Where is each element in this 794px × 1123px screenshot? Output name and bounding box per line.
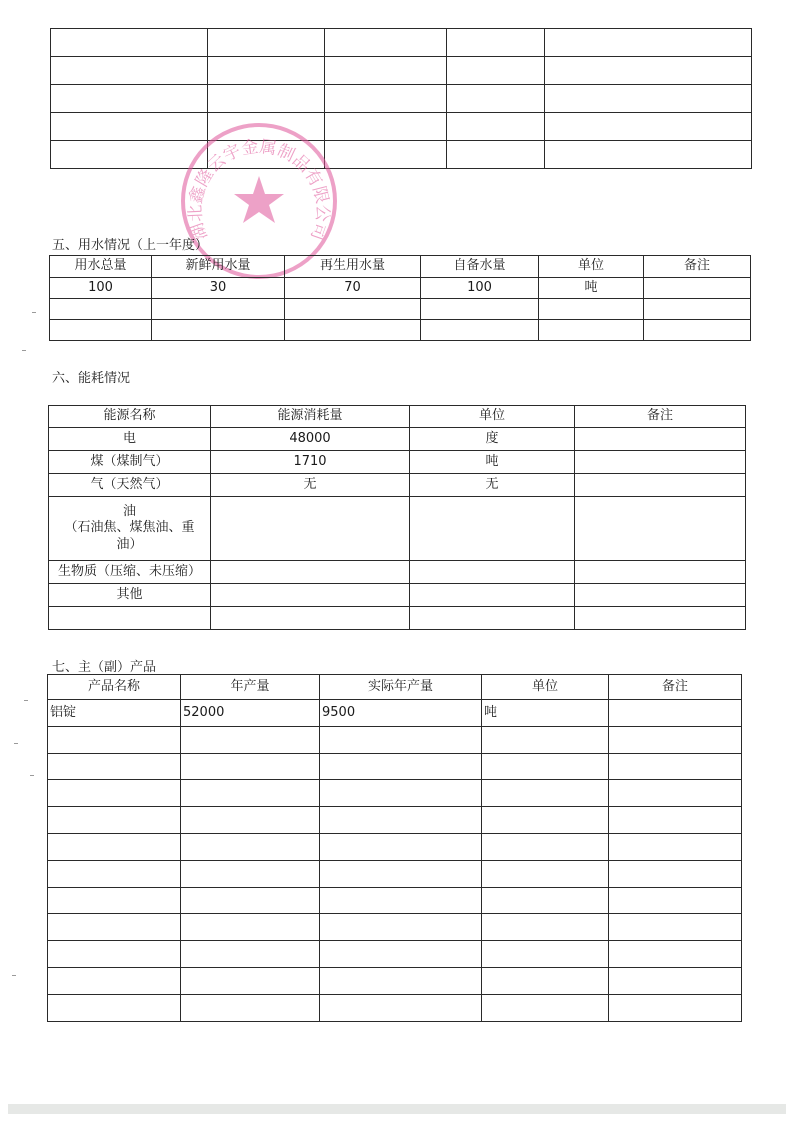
water-cell: 100 xyxy=(50,278,152,299)
energy-row xyxy=(49,428,746,451)
energy-cell xyxy=(410,584,575,607)
energy-header-cell: 单位 xyxy=(410,406,575,428)
products-cell xyxy=(320,726,482,753)
products-cell xyxy=(48,753,181,780)
top-table-cell xyxy=(325,57,447,85)
scan-speck xyxy=(12,975,16,976)
top-table-cell xyxy=(447,141,545,169)
top-table-cell xyxy=(208,57,325,85)
products-section-heading: 七、主（副）产品 xyxy=(52,660,157,675)
top-table-cell xyxy=(325,113,447,141)
products-cell xyxy=(482,726,609,753)
products-cell xyxy=(609,887,742,914)
products-cell xyxy=(181,753,320,780)
top-table-cell xyxy=(51,141,208,169)
products-cell xyxy=(181,967,320,994)
scan-speck xyxy=(14,743,18,744)
products-row xyxy=(48,726,742,753)
products-cell xyxy=(482,887,609,914)
products-cell xyxy=(181,807,320,834)
products-cell xyxy=(48,941,181,968)
top-table-cell xyxy=(447,85,545,113)
products-header-cell: 备注 xyxy=(609,675,742,700)
products-cell xyxy=(181,860,320,887)
top-table-cell xyxy=(325,85,447,113)
products-header-cell: 实际年产量 xyxy=(320,675,482,700)
energy-row xyxy=(49,451,746,474)
water-cell xyxy=(50,320,152,341)
water-cell xyxy=(644,320,751,341)
products-cell xyxy=(181,726,320,753)
energy-row xyxy=(49,607,746,630)
products-cell xyxy=(48,807,181,834)
top-table-cell xyxy=(447,57,545,85)
top-table-cell xyxy=(545,141,752,169)
water-header-cell: 用水总量 xyxy=(50,256,152,278)
energy-cell xyxy=(575,428,746,451)
products-cell xyxy=(320,833,482,860)
energy-cell xyxy=(575,497,746,561)
products-cell xyxy=(609,833,742,860)
energy-cell xyxy=(211,561,410,584)
water-row xyxy=(50,278,751,299)
products-cell xyxy=(48,887,181,914)
products-cell xyxy=(320,941,482,968)
products-cell xyxy=(609,994,742,1021)
energy-cell: 无 xyxy=(410,474,575,497)
top-table-cell xyxy=(208,29,325,57)
top-table-cell xyxy=(51,113,208,141)
energy-row xyxy=(49,561,746,584)
energy-cell xyxy=(575,584,746,607)
products-row xyxy=(48,780,742,807)
seal-star xyxy=(234,176,284,223)
energy-cell xyxy=(211,607,410,630)
products-cell xyxy=(609,860,742,887)
products-cell xyxy=(181,833,320,860)
products-cell: 9500 xyxy=(320,700,482,727)
water-cell xyxy=(539,299,644,320)
products-cell xyxy=(48,726,181,753)
energy-cell: 生物质（压缩、未压缩） xyxy=(49,561,211,584)
water-cell xyxy=(285,320,421,341)
products-cell xyxy=(609,941,742,968)
top-table-cell xyxy=(545,29,752,57)
energy-cell: 电 xyxy=(49,428,211,451)
products-header-cell: 年产量 xyxy=(181,675,320,700)
products-header-cell: 单位 xyxy=(482,675,609,700)
products-cell xyxy=(482,807,609,834)
water-cell: 70 xyxy=(285,278,421,299)
water-header-cell: 再生用水量 xyxy=(285,256,421,278)
products-row xyxy=(48,753,742,780)
energy-cell xyxy=(211,497,410,561)
energy-cell xyxy=(575,474,746,497)
water-cell: 吨 xyxy=(539,278,644,299)
top-table-cell xyxy=(208,141,325,169)
water-header-row xyxy=(50,256,751,278)
energy-cell: 无 xyxy=(211,474,410,497)
energy-cell: 其他 xyxy=(49,584,211,607)
energy-cell xyxy=(410,607,575,630)
products-cell xyxy=(48,833,181,860)
water-header-cell: 新鲜用水量 xyxy=(152,256,285,278)
top-continuation-table xyxy=(50,28,752,169)
top-table-cell xyxy=(51,29,208,57)
products-cell xyxy=(181,941,320,968)
energy-header-cell: 能源名称 xyxy=(49,406,211,428)
seal-text: 湖北鑫隆云宇金属制品有限公司 xyxy=(185,136,333,243)
energy-consumption-table xyxy=(48,405,746,630)
energy-cell: 煤（煤制气） xyxy=(49,451,211,474)
top-table-row xyxy=(51,29,752,57)
scan-speck xyxy=(32,312,36,313)
products-cell xyxy=(181,780,320,807)
water-cell xyxy=(644,278,751,299)
energy-cell xyxy=(575,451,746,474)
products-row xyxy=(48,941,742,968)
water-header-cell: 备注 xyxy=(644,256,751,278)
products-cell xyxy=(609,753,742,780)
energy-cell: 48000 xyxy=(211,428,410,451)
products-header-cell: 产品名称 xyxy=(48,675,181,700)
products-row xyxy=(48,994,742,1021)
energy-section-heading: 六、能耗情况 xyxy=(52,371,131,386)
energy-row xyxy=(49,584,746,607)
energy-cell xyxy=(575,561,746,584)
energy-header-row xyxy=(49,406,746,428)
products-cell xyxy=(320,887,482,914)
products-table xyxy=(47,674,742,1022)
products-cell: 铝锭 xyxy=(48,700,181,727)
top-table-cell xyxy=(51,57,208,85)
products-row xyxy=(48,833,742,860)
products-row xyxy=(48,860,742,887)
water-cell: 100 xyxy=(421,278,539,299)
products-cell xyxy=(320,780,482,807)
products-cell xyxy=(48,994,181,1021)
water-cell xyxy=(152,320,285,341)
products-cell xyxy=(48,967,181,994)
top-table-cell xyxy=(447,113,545,141)
energy-cell: 1710 xyxy=(211,451,410,474)
products-cell xyxy=(609,967,742,994)
energy-cell: 油 （石油焦、煤焦油、重 油） xyxy=(49,497,211,561)
products-cell xyxy=(320,860,482,887)
top-table-row xyxy=(51,141,752,169)
energy-row xyxy=(49,497,746,561)
products-cell xyxy=(609,726,742,753)
top-table-row xyxy=(51,113,752,141)
products-row xyxy=(48,807,742,834)
top-table-row xyxy=(51,57,752,85)
products-row xyxy=(48,887,742,914)
energy-cell xyxy=(211,584,410,607)
products-cell xyxy=(320,914,482,941)
products-header-row xyxy=(48,675,742,700)
energy-cell: 度 xyxy=(410,428,575,451)
scan-speck xyxy=(22,350,26,351)
water-cell xyxy=(421,299,539,320)
products-cell xyxy=(320,807,482,834)
products-cell xyxy=(609,780,742,807)
top-table-cell xyxy=(545,113,752,141)
energy-row xyxy=(49,474,746,497)
products-cell xyxy=(482,994,609,1021)
products-cell: 吨 xyxy=(482,700,609,727)
energy-cell: 吨 xyxy=(410,451,575,474)
products-cell xyxy=(482,833,609,860)
scan-speck xyxy=(24,700,28,701)
products-cell xyxy=(48,860,181,887)
products-cell xyxy=(482,941,609,968)
products-cell: 52000 xyxy=(181,700,320,727)
water-usage-table xyxy=(49,255,751,341)
top-table-cell xyxy=(51,85,208,113)
water-header-cell: 单位 xyxy=(539,256,644,278)
products-cell xyxy=(609,807,742,834)
water-cell xyxy=(285,299,421,320)
water-cell xyxy=(421,320,539,341)
products-cell xyxy=(181,914,320,941)
energy-cell xyxy=(410,561,575,584)
top-table-cell xyxy=(208,85,325,113)
water-row xyxy=(50,320,751,341)
water-header-cell: 自备水量 xyxy=(421,256,539,278)
products-row xyxy=(48,700,742,727)
products-cell xyxy=(181,994,320,1021)
top-table-cell xyxy=(325,141,447,169)
products-cell xyxy=(482,860,609,887)
products-cell xyxy=(482,780,609,807)
water-row xyxy=(50,299,751,320)
water-section-heading: 五、用水情况（上一年度） xyxy=(52,238,209,253)
products-cell xyxy=(482,914,609,941)
water-cell: 30 xyxy=(152,278,285,299)
products-row xyxy=(48,914,742,941)
scan-footer-band xyxy=(8,1104,786,1114)
products-cell xyxy=(320,994,482,1021)
energy-header-cell: 能源消耗量 xyxy=(211,406,410,428)
top-table-row xyxy=(51,85,752,113)
water-cell xyxy=(644,299,751,320)
products-cell xyxy=(181,887,320,914)
water-cell xyxy=(539,320,644,341)
energy-cell xyxy=(575,607,746,630)
water-cell xyxy=(152,299,285,320)
energy-cell: 气（天然气） xyxy=(49,474,211,497)
products-cell xyxy=(48,914,181,941)
products-cell xyxy=(320,753,482,780)
energy-cell xyxy=(410,497,575,561)
energy-cell xyxy=(49,607,211,630)
water-cell xyxy=(50,299,152,320)
products-cell xyxy=(609,914,742,941)
products-cell xyxy=(609,700,742,727)
top-table-cell xyxy=(325,29,447,57)
products-cell xyxy=(482,753,609,780)
products-cell xyxy=(482,967,609,994)
top-table-cell xyxy=(545,57,752,85)
energy-header-cell: 备注 xyxy=(575,406,746,428)
products-cell xyxy=(320,967,482,994)
top-table-cell xyxy=(208,113,325,141)
products-cell xyxy=(48,780,181,807)
top-table-cell xyxy=(447,29,545,57)
top-table-cell xyxy=(545,85,752,113)
products-row xyxy=(48,967,742,994)
scan-speck xyxy=(30,775,34,776)
